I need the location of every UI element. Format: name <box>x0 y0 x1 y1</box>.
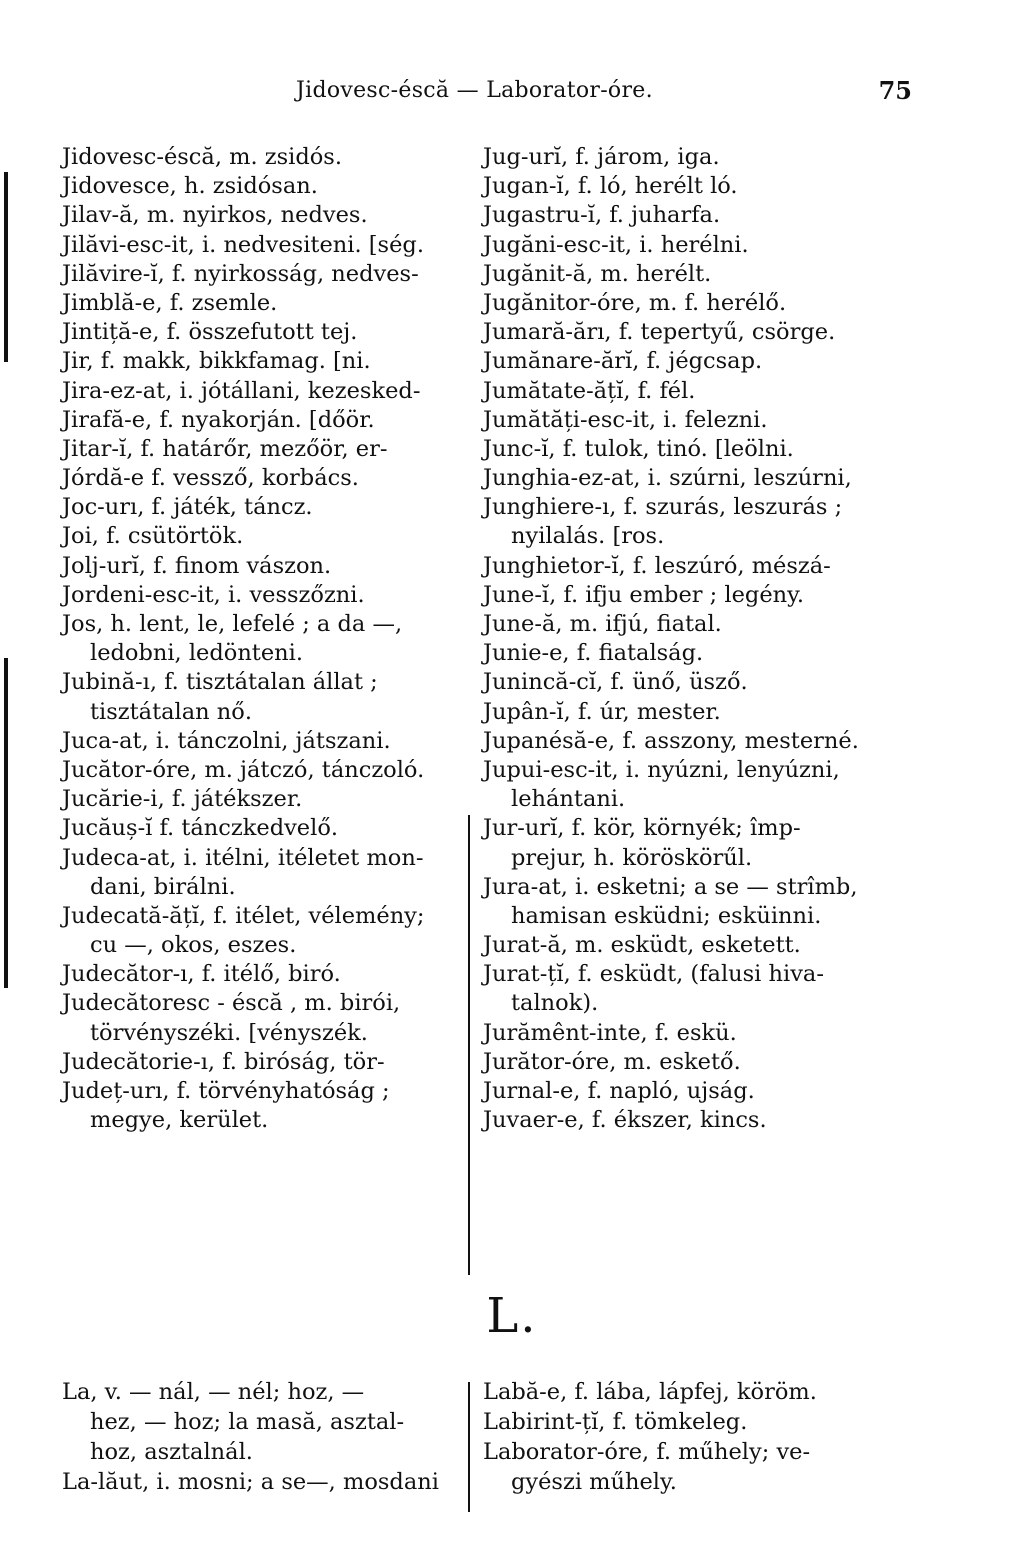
dictionary-entry-line: Judecător-ı, f. itélő, biró. <box>62 961 341 988</box>
dictionary-entry-line: Judeca-at, i. itélni, itéletet mon- <box>62 844 424 871</box>
dictionary-entry-line: Junie-e, f. fiatalság. <box>483 640 704 667</box>
dictionary-entry-line: Jugănit-ă, m. herélt. <box>483 260 712 287</box>
dictionary-entry-line: Junghietor-ĭ, f. leszúró, mészá- <box>483 552 831 579</box>
dictionary-entry-line: La, v. — nál, — nél; hoz, — <box>62 1379 365 1405</box>
dictionary-entry-line: Labă-e, f. lába, lápfej, köröm. <box>483 1379 817 1405</box>
dictionary-entry-line: nyilalás. [ros. <box>511 523 665 550</box>
dictionary-entry-line: Jordeni-esc-it, i. vesszőzni. <box>62 581 365 608</box>
dictionary-entry-line: Labirint-țĭ, f. tömkeleg. <box>483 1409 748 1435</box>
dictionary-entry-line: Joi, f. csütörtök. <box>62 523 244 550</box>
dictionary-entry-line: Jupui-esc-it, i. nyúzni, lenyúzni, <box>483 756 840 783</box>
dictionary-entry-line: Jug-urĭ, f. járom, iga. <box>483 144 720 170</box>
running-head: Jidovesc-éscă — Laborator-óre. <box>296 78 653 103</box>
dictionary-entry-line: hamisan esküdni; esküinni. <box>511 902 822 929</box>
dictionary-entry-line: cu —, okos, eszes. <box>90 932 297 959</box>
dictionary-entry-line: Jurător-óre, m. eskető. <box>483 1048 741 1075</box>
dictionary-entry-line: Juca-at, i. tánczolni, játszani. <box>62 727 391 754</box>
dictionary-entry-line: Jubină-ı, f. tisztátalan állat ; <box>62 669 378 696</box>
dictionary-entry-line: Jucător-óre, m. játczó, tánczoló. <box>62 756 425 783</box>
page-number: 75 <box>878 76 912 105</box>
bottom-left-column <box>62 1377 482 1497</box>
dictionary-entry-line: Jurămênt-inte, f. eskü. <box>483 1019 737 1046</box>
dictionary-entry-line: talnok). <box>511 990 599 1017</box>
dictionary-entry-line: lehántani. <box>511 786 626 813</box>
dictionary-entry-line: Junghia-ez-at, i. szúrni, leszúrni, <box>483 465 852 492</box>
dictionary-entry-line: Judecătorie-ı, f. biróság, tör- <box>62 1048 385 1075</box>
dictionary-entry-line: Jura-at, i. esketni; a se — strîmb, <box>483 873 858 900</box>
dictionary-entry-line: Juvaer-e, f. ékszer, kincs. <box>483 1107 767 1134</box>
dictionary-entry-line: prejur, h. köröskörűl. <box>511 844 753 871</box>
dictionary-entry-line: Jupanésă-e, f. asszony, mesterné. <box>483 727 859 754</box>
dictionary-entry-line: La-lăut, i. mosni; a se—, mosdani <box>62 1469 439 1495</box>
left-column <box>62 143 502 1135</box>
dictionary-entry-line: Jupân-ĭ, f. úr, mester. <box>483 698 721 725</box>
dictionary-entry-line: Jugastru-ĭ, f. juharfa. <box>483 202 721 229</box>
dictionary-entry-line: Junghiere-ı, f. szurás, leszurás ; <box>483 494 843 521</box>
dictionary-entry-line: Jucăuș-ĭ f. tánczkedvelő. <box>62 815 339 842</box>
dictionary-entry-line: Jir, f. makk, bikkfamag. [ni. <box>62 348 371 375</box>
dictionary-entry-line: Judecată-ățĭ, f. itélet, vélemény; <box>62 902 425 929</box>
dictionary-entry-line: Jidovesce, h. zsidósan. <box>62 173 318 200</box>
dictionary-entry-line: megye, kerület. <box>90 1107 269 1134</box>
scan-edge-mark <box>4 172 8 362</box>
dictionary-entry-line: Junincă-cĭ, f. ünő, üsző. <box>483 669 748 696</box>
dictionary-entry-line: hoz, asztalnál. <box>90 1439 253 1465</box>
dictionary-entry-line: Jugănitor-óre, m. f. herélő. <box>483 289 787 316</box>
dictionary-entry-line: Jurnal-e, f. napló, ujság. <box>483 1078 755 1104</box>
dictionary-entry-line: Jirafă-e, f. nyakorján. [dőör. <box>62 406 375 433</box>
dictionary-entry-line: dani, birálni. <box>90 873 236 900</box>
dictionary-entry-line: Jidovesc-éscă, m. zsidós. <box>62 144 343 170</box>
dictionary-entry-line: Jumătăți-esc-it, i. felezni. <box>483 406 768 433</box>
dictionary-entry-line: June-ă, m. ifjú, fiatal. <box>483 611 722 637</box>
dictionary-entry-line: Jumănare-ărĭ, f. jégcsap. <box>483 348 763 375</box>
dictionary-entry-line: Jilav-ă, m. nyirkos, nedves. <box>62 202 368 229</box>
right-column <box>483 143 923 1135</box>
dictionary-entry-line: ledobni, ledönteni. <box>90 640 304 667</box>
dictionary-entry-line: Judecătoresc - éscă , m. birói, <box>62 990 401 1017</box>
dictionary-entry-line: Jumătate-ățĭ, f. fél. <box>483 377 696 404</box>
dictionary-entry-line: Jurat-ă, m. esküdt, esketett. <box>483 932 801 959</box>
scan-edge-mark <box>4 658 8 988</box>
dictionary-entry-line: Jitar-ĭ, f. határőr, mezőör, er- <box>62 435 388 462</box>
section-letter: L. <box>486 1288 538 1344</box>
dictionary-entry-line: Jur-urĭ, f. kör, környék; împ- <box>483 815 801 842</box>
dictionary-entry-line: Junc-ĭ, f. tulok, tinó. [leölni. <box>483 435 794 462</box>
bottom-right-column <box>483 1377 923 1497</box>
dictionary-entry-line: June-ĭ, f. ifju ember ; legény. <box>483 581 804 608</box>
dictionary-entry-line: tisztátalan nő. <box>90 698 252 725</box>
dictionary-entry-line: hez, — hoz; la masă, asztal- <box>90 1409 405 1435</box>
dictionary-entry-line: Jilăvi-esc-it, i. nedvesiteni. [ség. <box>62 231 424 258</box>
dictionary-entry-line: Jurat-țĭ, f. esküdt, (falusi hiva- <box>483 961 824 988</box>
dictionary-entry-line: Județ-urı, f. törvényhatóság ; <box>62 1078 390 1104</box>
dictionary-entry-line: Jintiță-e, f. összefutott tej. <box>62 319 358 346</box>
dictionary-entry-line: Jucărie-i, f. játékszer. <box>62 786 303 813</box>
dictionary-entry-line: Jumară-ărı, f. tepertyű, csörge. <box>483 319 836 346</box>
dictionary-entry-line: Jos, h. lent, le, lefelé ; a da —, <box>62 611 403 637</box>
page-header <box>0 78 1024 118</box>
dictionary-entry-line: Jórdă-e f. vessző, korbács. <box>62 465 359 492</box>
dictionary-entry-line: Joc-urı, f. játék, táncz. <box>62 494 313 521</box>
dictionary-entry-line: Jira-ez-at, i. jótállani, kezesked- <box>62 377 421 404</box>
dictionary-entry-line: Jugăni-esc-it, i. herélni. <box>483 231 749 258</box>
dictionary-entry-line: Laborator-óre, f. műhely; ve- <box>483 1439 811 1465</box>
dictionary-entry-line: gyészi műhely. <box>511 1469 677 1495</box>
dictionary-entry-line: Jimblă-e, f. zsemle. <box>62 289 278 316</box>
dictionary-entry-line: Jilăvire-ĭ, f. nyirkosság, nedves- <box>62 260 419 287</box>
dictionary-entry-line: Jolj-urĭ, f. finom vászon. <box>62 552 332 579</box>
dictionary-entry-line: törvényszéki. [vényszék. <box>90 1019 368 1046</box>
dictionary-entry-line: Jugan-ĭ, f. ló, herélt ló. <box>483 173 738 200</box>
